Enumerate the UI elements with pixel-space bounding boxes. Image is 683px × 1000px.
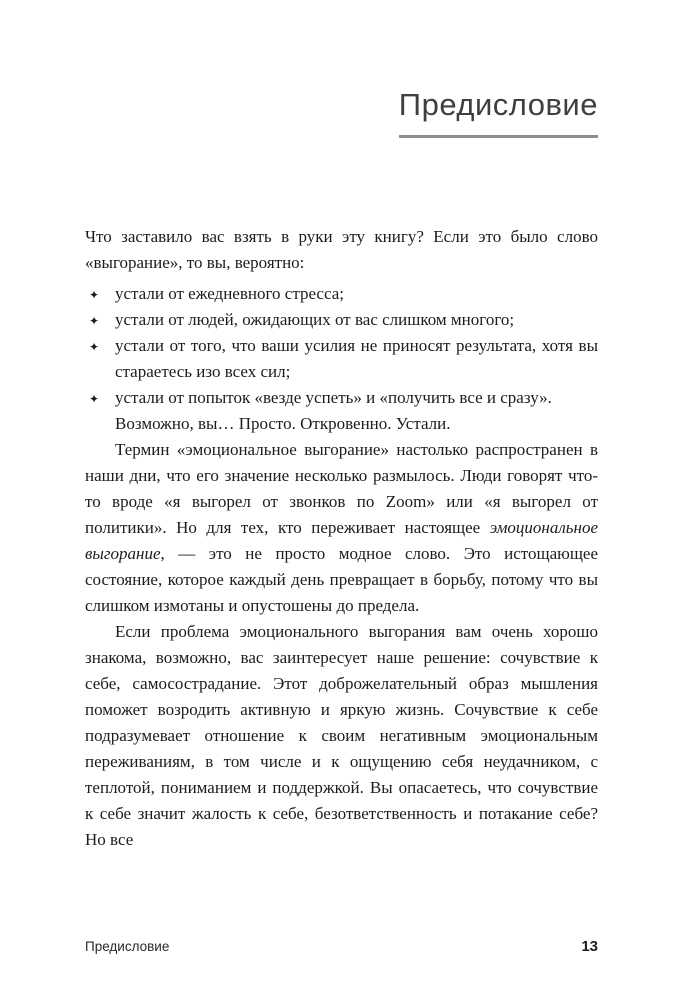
page-footer [85,938,598,955]
paragraph-solution: Если проблема эмоционального выгорания вам очень хорошо знакома, возможно, вас заинтересует наше решение: сочувствие к себе, самосострадание. Этот доброжелательный образ мышления поможет возродить активную и яркую жизнь. Сочувствие к себе подразумевает отношение к своим негативным эмоциональным переживаниям, в том числе и к ощущению себя неудачником, с теплотой, пониманием и поддержкой. Вы опасаетесь, что сочувствие к себе значит жалость к себе, безответственность и потакание себе? Но все [85,622,598,849]
chapter-header [399,88,598,138]
italic-term: эмоциональное выгорание [85,518,598,563]
intro-paragraph: Что заставило вас взять в руки эту книгу? Если это было слово «выгорание», то вы, вероятно: [85,227,598,272]
running-footer-title: Предисловие [85,939,170,954]
bullet-diamond-icon: ✦ [89,340,100,354]
bullet-text: устали от ежедневного стресса; [115,284,344,303]
page-number: 13 [581,938,598,955]
list-item [85,307,598,333]
body-text [85,224,598,853]
bullet-text: устали от попыток «везде успеть» и «получить все и сразу». [115,388,552,407]
aside-line: Возможно, вы… Просто. Откровенно. Устали. [115,414,451,433]
paragraph-term [85,437,598,619]
bullet-diamond-icon: ✦ [89,392,100,406]
chapter-title: Предисловие [398,87,598,122]
bullet-text: устали от людей, ожидающих от вас слишком многого; [115,310,515,329]
title-rule [399,135,598,138]
list-item [85,385,598,411]
text-run: Термин «эмоциональное выгорание» настолько распространен в наши дни, что его значение несколько размылось. Люди говорят что-то вроде «я выгорел от звонков по Zoom» или «я выгорел от политики». Но для тех, кто переживает настоящее [85,440,598,537]
bullet-list [85,281,598,411]
text-run: , — это не просто модное слово. Это истощающее состояние, которое каждый день превращает в борьбу, потому что вы слишком измотаны и опустошены до предела. [85,544,598,615]
bullet-text: устали от того, что ваши усилия не приносят результата, хотя вы стараетесь изо всех сил; [115,336,598,381]
list-item [85,281,598,307]
bullet-diamond-icon: ✦ [89,314,100,328]
list-item [85,333,598,385]
bullet-diamond-icon: ✦ [89,288,100,302]
